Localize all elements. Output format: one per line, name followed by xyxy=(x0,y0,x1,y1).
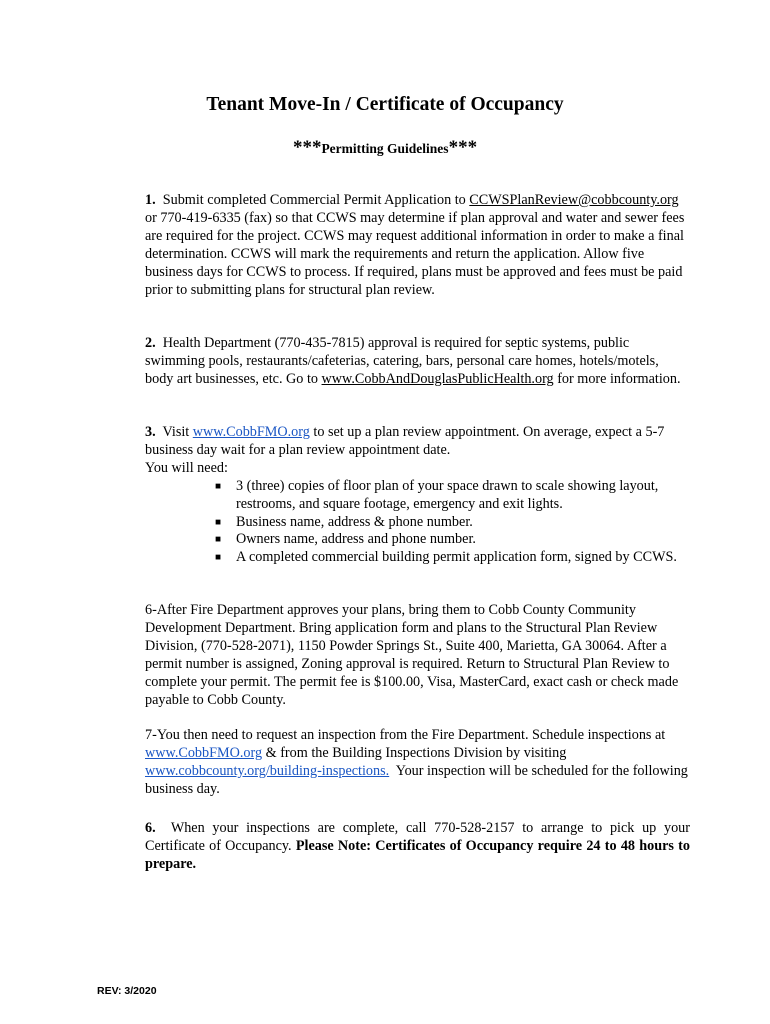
step-7-text-c: Your inspection will be scheduled for the following business day. xyxy=(145,762,688,797)
step-2-paragraph xyxy=(145,335,690,389)
page-subtitle xyxy=(0,138,770,159)
step-6-number: 6. xyxy=(145,820,156,836)
step-6-text: When your inspections are complete, call 770-528-2157 to arrange to pick up your Certificate of Occupancy. xyxy=(145,820,690,854)
health-department-link[interactable]: www.CobbAndDouglasPublicHealth.org xyxy=(321,370,554,387)
subtitle-prefix: *** xyxy=(292,137,322,158)
list-item xyxy=(145,478,690,514)
step-7-text-b: & from the Building Inspections Division by visiting xyxy=(265,744,567,761)
bullet-square-icon: ■ xyxy=(215,552,222,564)
list-item xyxy=(145,531,690,549)
bullet-square-icon: ■ xyxy=(215,480,222,492)
step-3-paragraph xyxy=(145,424,690,460)
step-2-text-b: for more information. xyxy=(557,370,681,387)
ccws-email-link[interactable]: CCWSPlanReview@cobbcounty.org xyxy=(469,192,679,208)
step-2-text-a: Health Department (770-435-7815) approval is required for septic systems, public swimming pools, restaurants/cafeterias, catering, bars, personal care homes, hotels/motels, body art businesses, etc. Go to xyxy=(145,335,659,387)
step-3-section xyxy=(145,424,690,567)
step-7-text-a: 7-You then need to request an inspection from the Fire Department. Schedule inspections at xyxy=(145,727,666,743)
step-3-text-a: Visit xyxy=(162,424,190,440)
step-2-number: 2. xyxy=(145,335,156,351)
page-title: Tenant Move-In / Certificate of Occupancy xyxy=(206,94,564,115)
step-3-number: 3. xyxy=(145,424,156,440)
subtitle-text: Permitting Guidelines xyxy=(321,141,449,156)
step-6-structural-paragraph: 6-After Fire Department approves your plans, bring them to Cobb County Community Development Department. Bring application form and plans to the Structural Plan Review Division, (770-528-2071), 1150 Powder Springs St., Suite 400, Marietta, GA 30064. After a permit number is assigned, Zoning approval is required. Return to Structural Plan Review to complete your permit. The permit fee is $100.00, Visa, MasterCard, exact cash or check made payable to Cobb County. xyxy=(145,602,679,708)
bullet-square-icon: ■ xyxy=(215,516,222,528)
list-item-text: Business name, address & phone number. xyxy=(236,513,473,530)
building-inspections-link[interactable]: www.cobbcounty.org/building-inspections. xyxy=(145,762,390,779)
list-item-text: Owners name, address and phone number. xyxy=(236,531,476,548)
please-note-text: Please Note: Certificates of Occupancy require 24 to 48 hours to prepare. xyxy=(145,837,691,872)
cobbfmo-link[interactable]: www.CobbFMO.org xyxy=(192,424,310,440)
cobbfmo-inspections-link[interactable]: www.CobbFMO.org xyxy=(145,744,263,761)
step-1-text-a: Submit completed Commercial Permit Application to xyxy=(162,192,466,208)
list-item xyxy=(145,549,690,567)
step-1-text-b: or 770-419-6335 (fax) so that CCWS may determine if plan approval and water and sewer fees are required for the project. CCWS may request additional information in order to make a final determination. CCWS will mark the requirements and return the application. Allow five business days for CCWS to process. If required, plans must be approved and fees must be paid prior to submitting plans for structural plan review. xyxy=(145,209,685,298)
list-item xyxy=(145,514,690,532)
step-7-paragraph xyxy=(145,727,690,799)
you-will-need-label: You will need: xyxy=(145,459,228,476)
list-item-text: A completed commercial building permit application form, signed by CCWS. xyxy=(236,549,677,566)
requirements-list xyxy=(145,478,690,568)
step-1-number: 1. xyxy=(145,192,156,208)
step-3-text-b: to set up a plan review appointment. On average, expect a 5-7 business day wait for a plan review appointment date. xyxy=(145,424,665,458)
step-6-pickup-paragraph xyxy=(145,820,690,874)
bullet-square-icon: ■ xyxy=(215,534,222,546)
subtitle-suffix: *** xyxy=(448,137,478,158)
step-1-paragraph xyxy=(145,192,690,299)
list-item-text: 3 (three) copies of floor plan of your space drawn to scale showing layout, restrooms, and square footage, emergency and exit lights. xyxy=(236,477,659,512)
revision-label: REV: 3/2020 xyxy=(97,985,157,997)
